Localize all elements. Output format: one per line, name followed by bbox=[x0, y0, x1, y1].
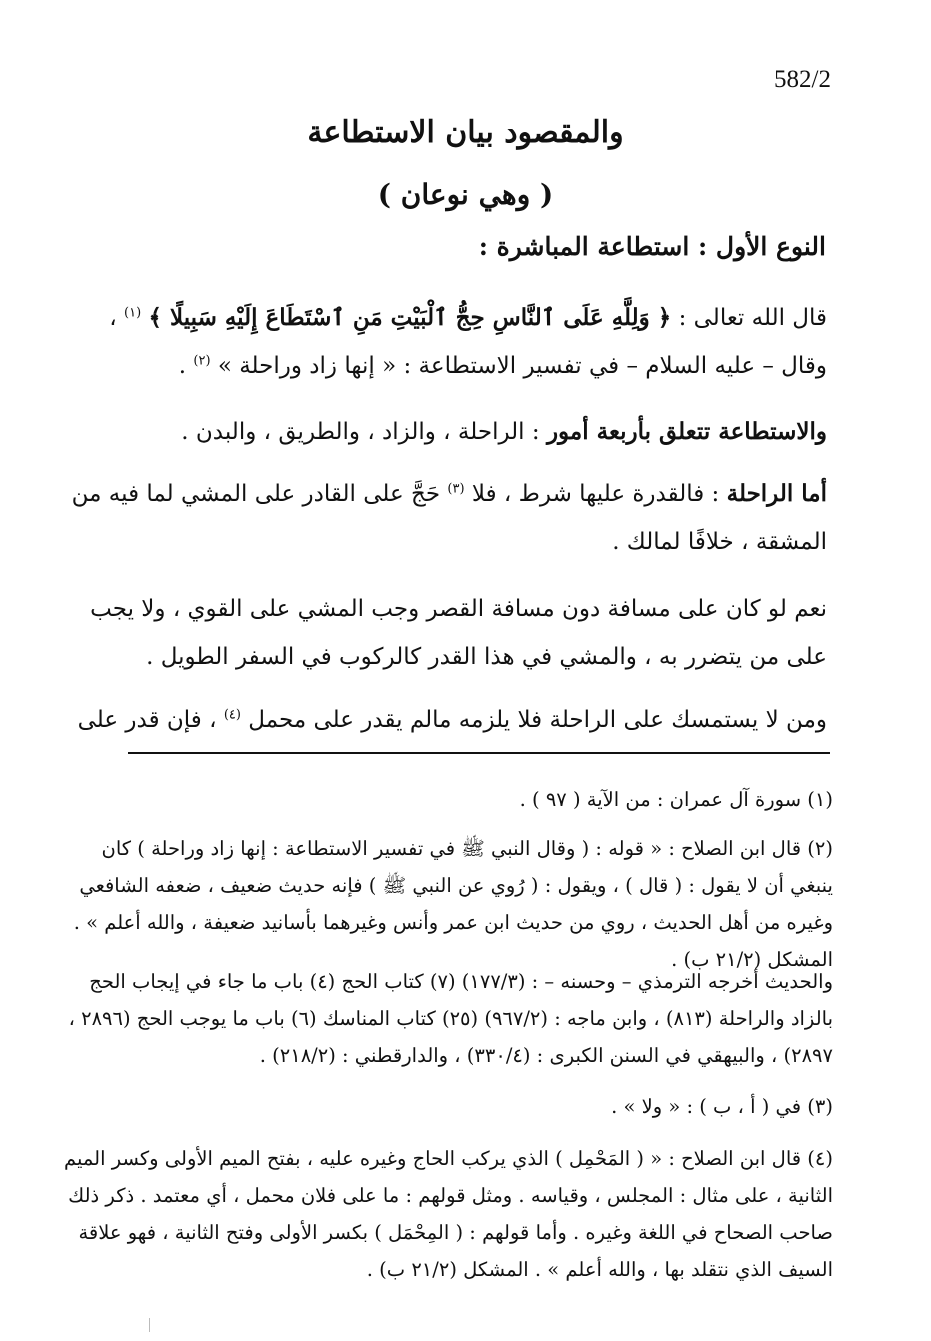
paragraph-walking: نعم لو كان على مسافة دون مسافة القصر وجب المشي على القوي ، ولا يجب على من يتضرر به ، والمشي في هذا القدر كالركوب في السفر الطويل . bbox=[90, 596, 827, 670]
footnote-ref-2[interactable]: (٢) bbox=[193, 353, 211, 369]
page-title: والمقصود بيان الاستطاعة bbox=[307, 115, 624, 150]
p1-end: . bbox=[178, 353, 194, 379]
footnote-1: (١) سورة آل عمران : من الآية ( ٩٧ ) . bbox=[519, 788, 833, 811]
quran-verse: ﴿ وَلِلَّهِ عَلَى ٱلنَّاسِ حِجُّ ٱلْبَيْتِ مَنِ ٱسْتَطَاعَ إِلَيْهِ سَبِيلًا ﴾ bbox=[148, 304, 672, 331]
p1-prefix: قال الله تعالى : bbox=[671, 305, 827, 331]
p2-bold-lead: والاستطاعة تتعلق بأربعة أمور bbox=[546, 418, 827, 445]
footnote-divider bbox=[128, 752, 830, 754]
p5-part-b: ، فإن قدر على bbox=[77, 707, 224, 733]
p2-rest: : الراحلة ، والزاد ، والطريق ، والبدن . bbox=[181, 419, 547, 445]
p3-bold-lead: أما الراحلة bbox=[726, 480, 827, 507]
footnote-3: (٣) في ( أ ، ب ) : « ولا » . bbox=[611, 1095, 833, 1118]
page-number: 582/2 bbox=[774, 66, 831, 93]
footnote-ref-1[interactable]: (١) bbox=[124, 305, 142, 321]
footnote-ref-4[interactable]: (٤) bbox=[223, 707, 241, 723]
scan-mark bbox=[149, 1318, 152, 1332]
paragraph-four-matters bbox=[58, 408, 827, 456]
paragraph-quran-verse bbox=[58, 294, 827, 390]
p3-part-a: : فالقدرة عليها شرط ، فلا bbox=[464, 481, 727, 507]
p1-middle: ، وقال – عليه السلام – في تفسير الاستطاعة : « إنها زاد وراحلة » bbox=[109, 305, 827, 379]
footnote-4: (٤) قال ابن الصلاح : « ( المَحْمِل ) الذي يركب الحاج وغيره عليه ، بفتح الميم الأولى وكسر الميم الثانية ، على مثال : المجلس ، وقياسه . ومثل قولهم : ما على فلان محمل ، أي معتمد . ذكر ذلك صاحب الصحاح في اللغة وغيره . وأما قولهم : ( المِحْمَل ) بكسر الأولى وفتح الثانية ، فهو علاقة السيف الذي نتقلد بها ، والله أعلم » . المشكل (٢١/٢ ب) . bbox=[64, 1147, 833, 1281]
paragraph-mount bbox=[60, 470, 827, 566]
page-subtitle: ( وهي نوعان ) bbox=[377, 178, 554, 211]
footnote-2-continuation: والحديث أخرجه الترمذي – وحسنه – : (١٧٧/٣) (٧) كتاب الحج (٤) باب ما جاء في إيجاب الحج بالزاد والراحلة (٨١٣) ، وابن ماجه : (٩٦٧/٢) (٢٥) كتاب المناسك (٦) باب ما يوجب الحج (٢٨٩٦ ، ٢٨٩٧) ، والبيهقي في السنن الكبرى : (٣٣٠/٤) ، والدارقطني : (٢١٨/٢) . bbox=[68, 970, 833, 1067]
p5-part-a: ومن لا يستمسك على الراحلة فلا يلزمه مالم يقدر على محمل bbox=[240, 707, 827, 733]
footnote-2: (٢) قال ابن الصلاح : « قوله : ( وقال النبي ﷺ في تفسير الاستطاعة : إنها زاد وراحلة ) كان ينبغي أن لا يقول : ( قال ) ، ويقول : ( رُوي عن النبي ﷺ ) فإنه حديث ضعيف ، ضعفه الشافعي وغيره من أهل الحديث ، روي من حديث ابن عمر وأنس وغيرهما بأسانيد ضعيفة ، والله أعلم » . المشكل (٢١/٢ ب) . bbox=[73, 837, 833, 971]
section-heading: النوع الأول : استطاعة المباشرة : bbox=[478, 232, 826, 261]
paragraph-litter bbox=[58, 696, 827, 744]
footnote-ref-3[interactable]: (٣) bbox=[447, 481, 465, 497]
p3-part-b: حَجَّ على القادر على المشي لما فيه من المشقة ، خلافًا لمالك . bbox=[71, 481, 827, 555]
